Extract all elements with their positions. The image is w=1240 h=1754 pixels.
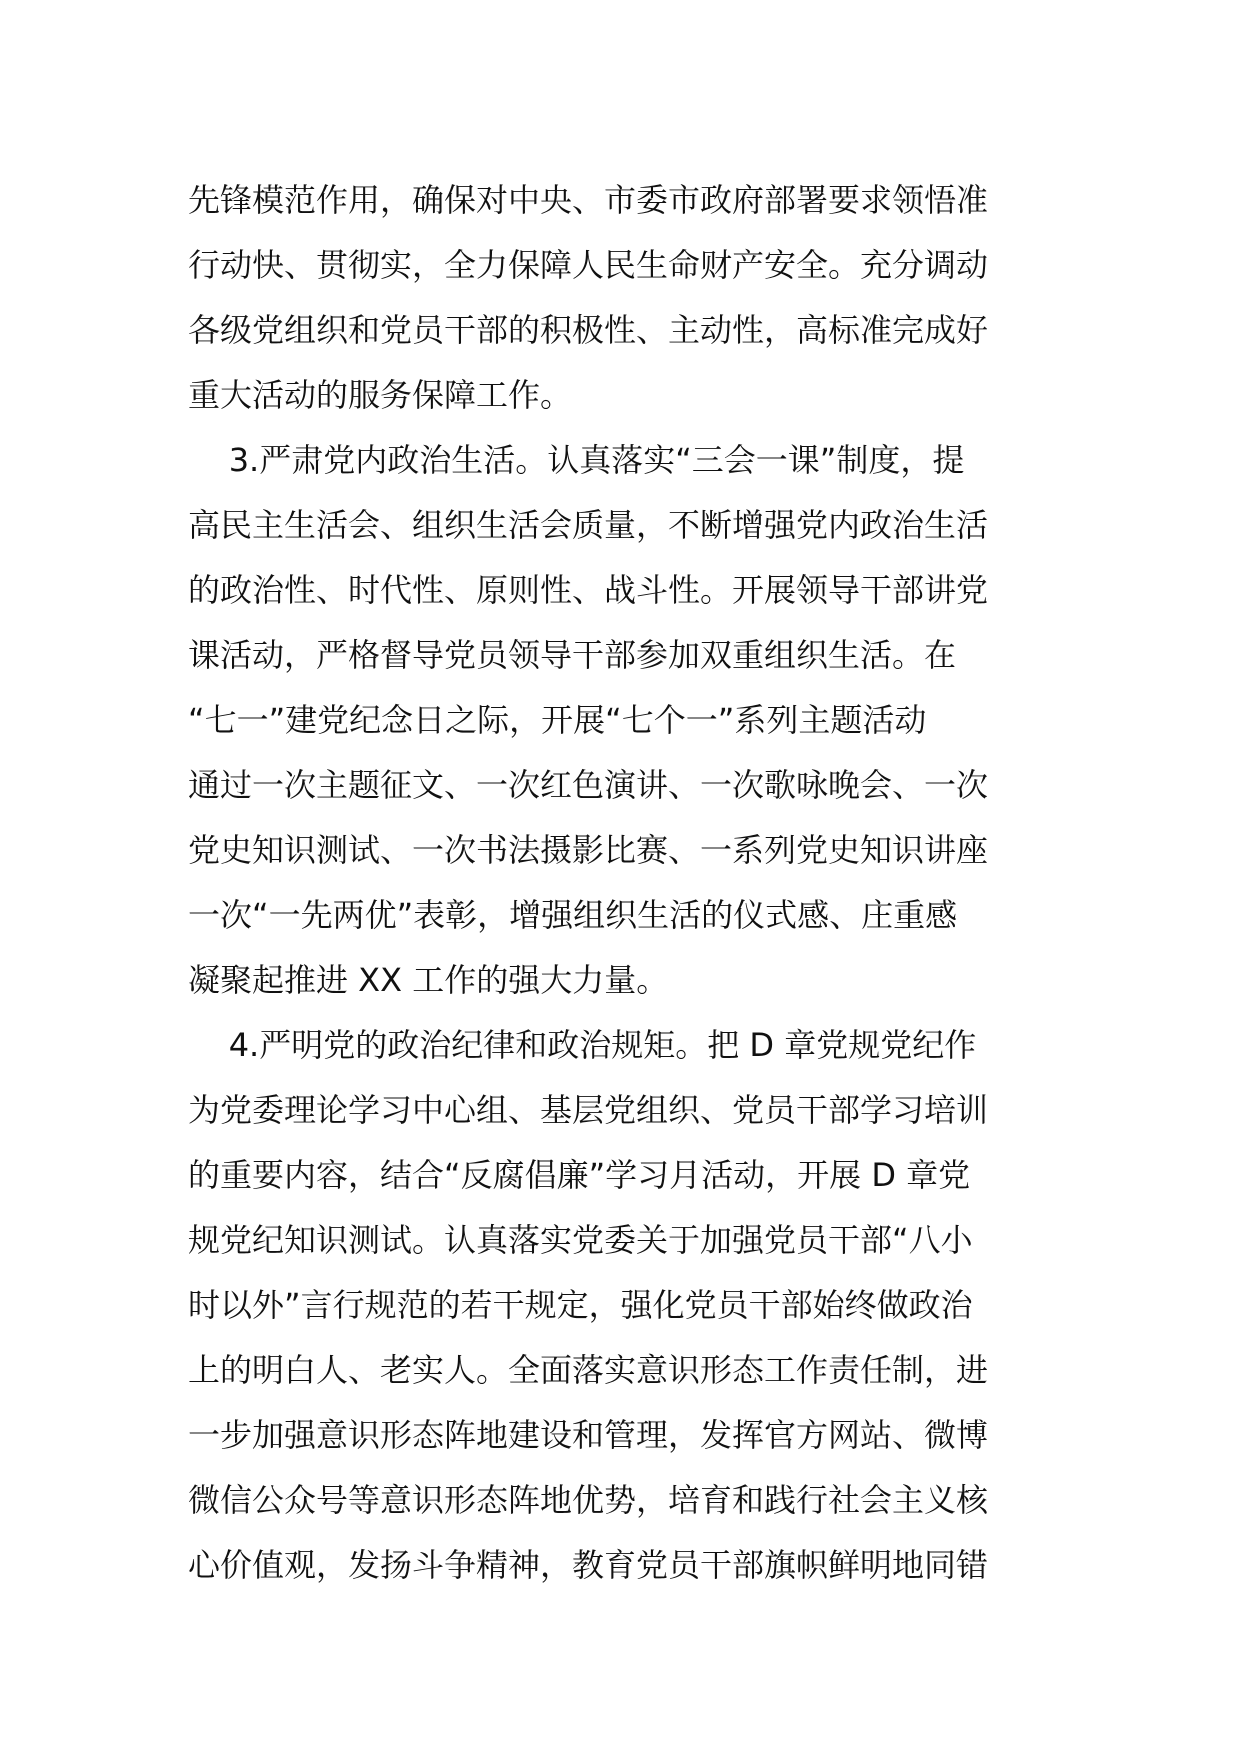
text-line: 各级党组织和党员干部的积极性、主动性，高标准完成好 [188, 311, 989, 349]
text-line: 规党纪知识测试。认真落实党委关于加强党员干部“八小 [188, 1221, 973, 1259]
text-line: 行动快、贯彻实，全力保障人民生命财产安全。充分调动 [188, 246, 989, 284]
text-line: 党史知识测试、一次书法摄影比赛、一系列党史知识讲座 [188, 831, 989, 869]
text-line: 重大活动的服务保障工作。 [188, 376, 573, 414]
text-line: 一步加强意识形态阵地建设和管理，发挥官方网站、微博 [188, 1416, 989, 1454]
text-line: 微信公众号等意识形态阵地优势，培育和践行社会主义核 [188, 1481, 989, 1519]
text-line: 高民主生活会、组织生活会质量，不断增强党内政治生活 [188, 506, 989, 544]
text-line: 的政治性、时代性、原则性、战斗性。开展领导干部讲党 [188, 571, 989, 609]
document-body [188, 168, 1060, 1598]
text-line: 为党委理论学习中心组、基层党组织、党员干部学习培训 [188, 1091, 989, 1129]
text-line: 通过一次主题征文、一次红色演讲、一次歌咏晚会、一次 [188, 766, 989, 804]
text-line: 课活动，严格督导党员领导干部参加双重组织生活。在 [188, 636, 957, 674]
text-line: 心价值观，发扬斗争精神，教育党员干部旗帜鲜明地同错 [188, 1546, 989, 1584]
text-line: 4.严明党的政治纪律和政治规矩。把 D 章党规党纪作 [188, 1026, 977, 1064]
text-line: 时以外”言行规范的若干规定，强化党员干部始终做政治 [188, 1286, 973, 1324]
text-line: 先锋模范作用，确保对中央、市委市政府部署要求领悟准 [188, 181, 989, 219]
text-line: 3.严肃党内政治生活。认真落实“三会一课”制度，提 [188, 441, 965, 479]
text-line: 上的明白人、老实人。全面落实意识形态工作责任制，进 [188, 1351, 989, 1389]
text-line: 的重要内容，结合“反腐倡廉”学习月活动，开展 D 章党 [188, 1156, 971, 1194]
text-line: “七一”建党纪念日之际，开展“七个一”系列主题活动 [188, 701, 927, 739]
text-line: 一次“一先两优”表彰，增强组织生活的仪式感、庄重感 [188, 896, 958, 934]
text-line: 凝聚起推进 XX 工作的强大力量。 [188, 961, 669, 999]
